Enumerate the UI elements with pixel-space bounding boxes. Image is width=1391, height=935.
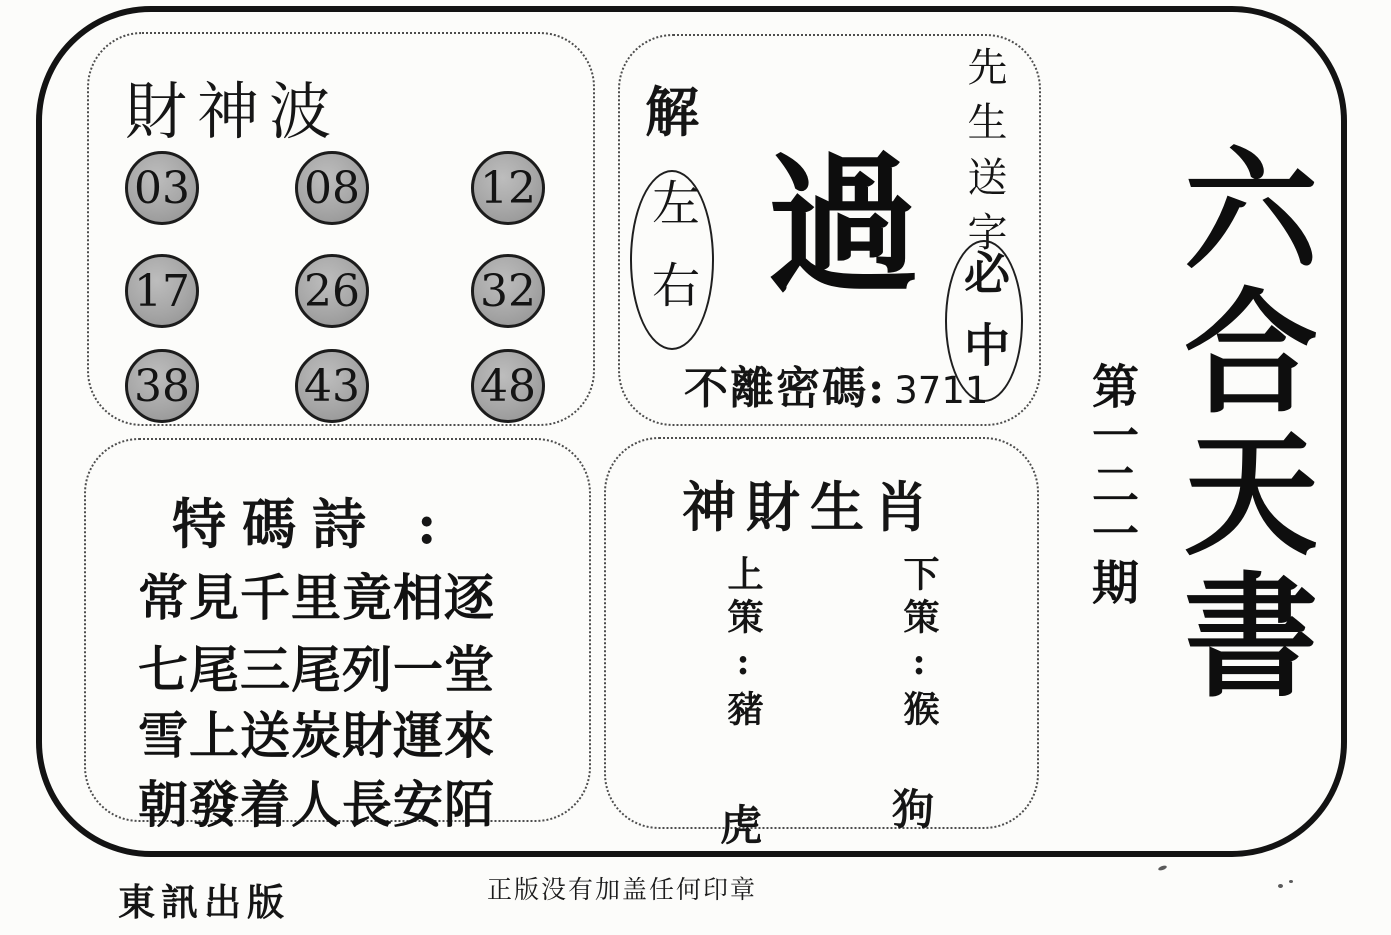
- zodiac-section: [604, 437, 1039, 850]
- secret-code-label: 不離密碼:: [684, 363, 887, 414]
- zodiac-best-label: 上策:: [722, 555, 764, 690]
- zodiac-extra-dog: 狗: [892, 785, 935, 834]
- zodiac-worst-label: 下策:: [898, 555, 940, 690]
- zodiac-best-column: [718, 555, 769, 733]
- secret-code-row: [684, 352, 988, 416]
- lucky-number-circle: 48: [471, 349, 545, 423]
- poem-title: 特碼詩 :: [172, 492, 453, 556]
- poem-line: 雪上送炭財運來: [138, 706, 495, 765]
- zodiac-title: 神財生肖: [682, 475, 938, 539]
- publication-title-vertical: 六合天書: [1162, 140, 1320, 708]
- left-right-text: 左右: [643, 178, 700, 342]
- wealth-wave-title: 財神波: [125, 75, 342, 148]
- lucky-number-circle: 38: [125, 349, 199, 423]
- zodiac-worst-column: [894, 555, 945, 733]
- lucky-number-circle: 32: [471, 254, 545, 328]
- lucky-number-circle: 17: [125, 254, 199, 328]
- main-clue-character: 過: [767, 137, 919, 314]
- wealth-wave-section: [87, 32, 595, 426]
- authenticity-note: 正版没有加盖任何印章: [487, 875, 758, 904]
- left-right-oval: [630, 170, 714, 350]
- poem-line: 七尾三尾列一堂: [138, 640, 495, 699]
- lucky-number-circle: 12: [471, 151, 545, 225]
- poem-section: [84, 438, 591, 834]
- clue-section: [618, 34, 1041, 426]
- gift-note-vertical: 先生送字: [961, 46, 1007, 266]
- lucky-number-circle: 03: [125, 151, 199, 225]
- lucky-number-circle: 43: [295, 349, 369, 423]
- zodiac-best-animal: 豬: [722, 690, 764, 733]
- issue-number-vertical: 第一二一期: [1084, 362, 1139, 607]
- secret-code-value: 3711: [894, 369, 989, 412]
- scan-speck: [1158, 865, 1168, 872]
- jie-solve-char: 解: [645, 80, 699, 144]
- zodiac-worst-animal: 猴: [898, 690, 940, 733]
- publisher-name: 東訊出版: [118, 880, 290, 924]
- lucky-number-circle: 08: [295, 151, 369, 225]
- scan-speck: [1278, 884, 1283, 888]
- poem-line: 常見千里竟相逐: [138, 568, 495, 627]
- zodiac-extra-tiger: 虎: [720, 801, 763, 850]
- lucky-number-circle: 26: [295, 254, 369, 328]
- must-hit-text: 必中: [957, 249, 1011, 393]
- poem-line: 朝發着人長安陌: [138, 775, 495, 834]
- scan-speck: [1289, 880, 1293, 883]
